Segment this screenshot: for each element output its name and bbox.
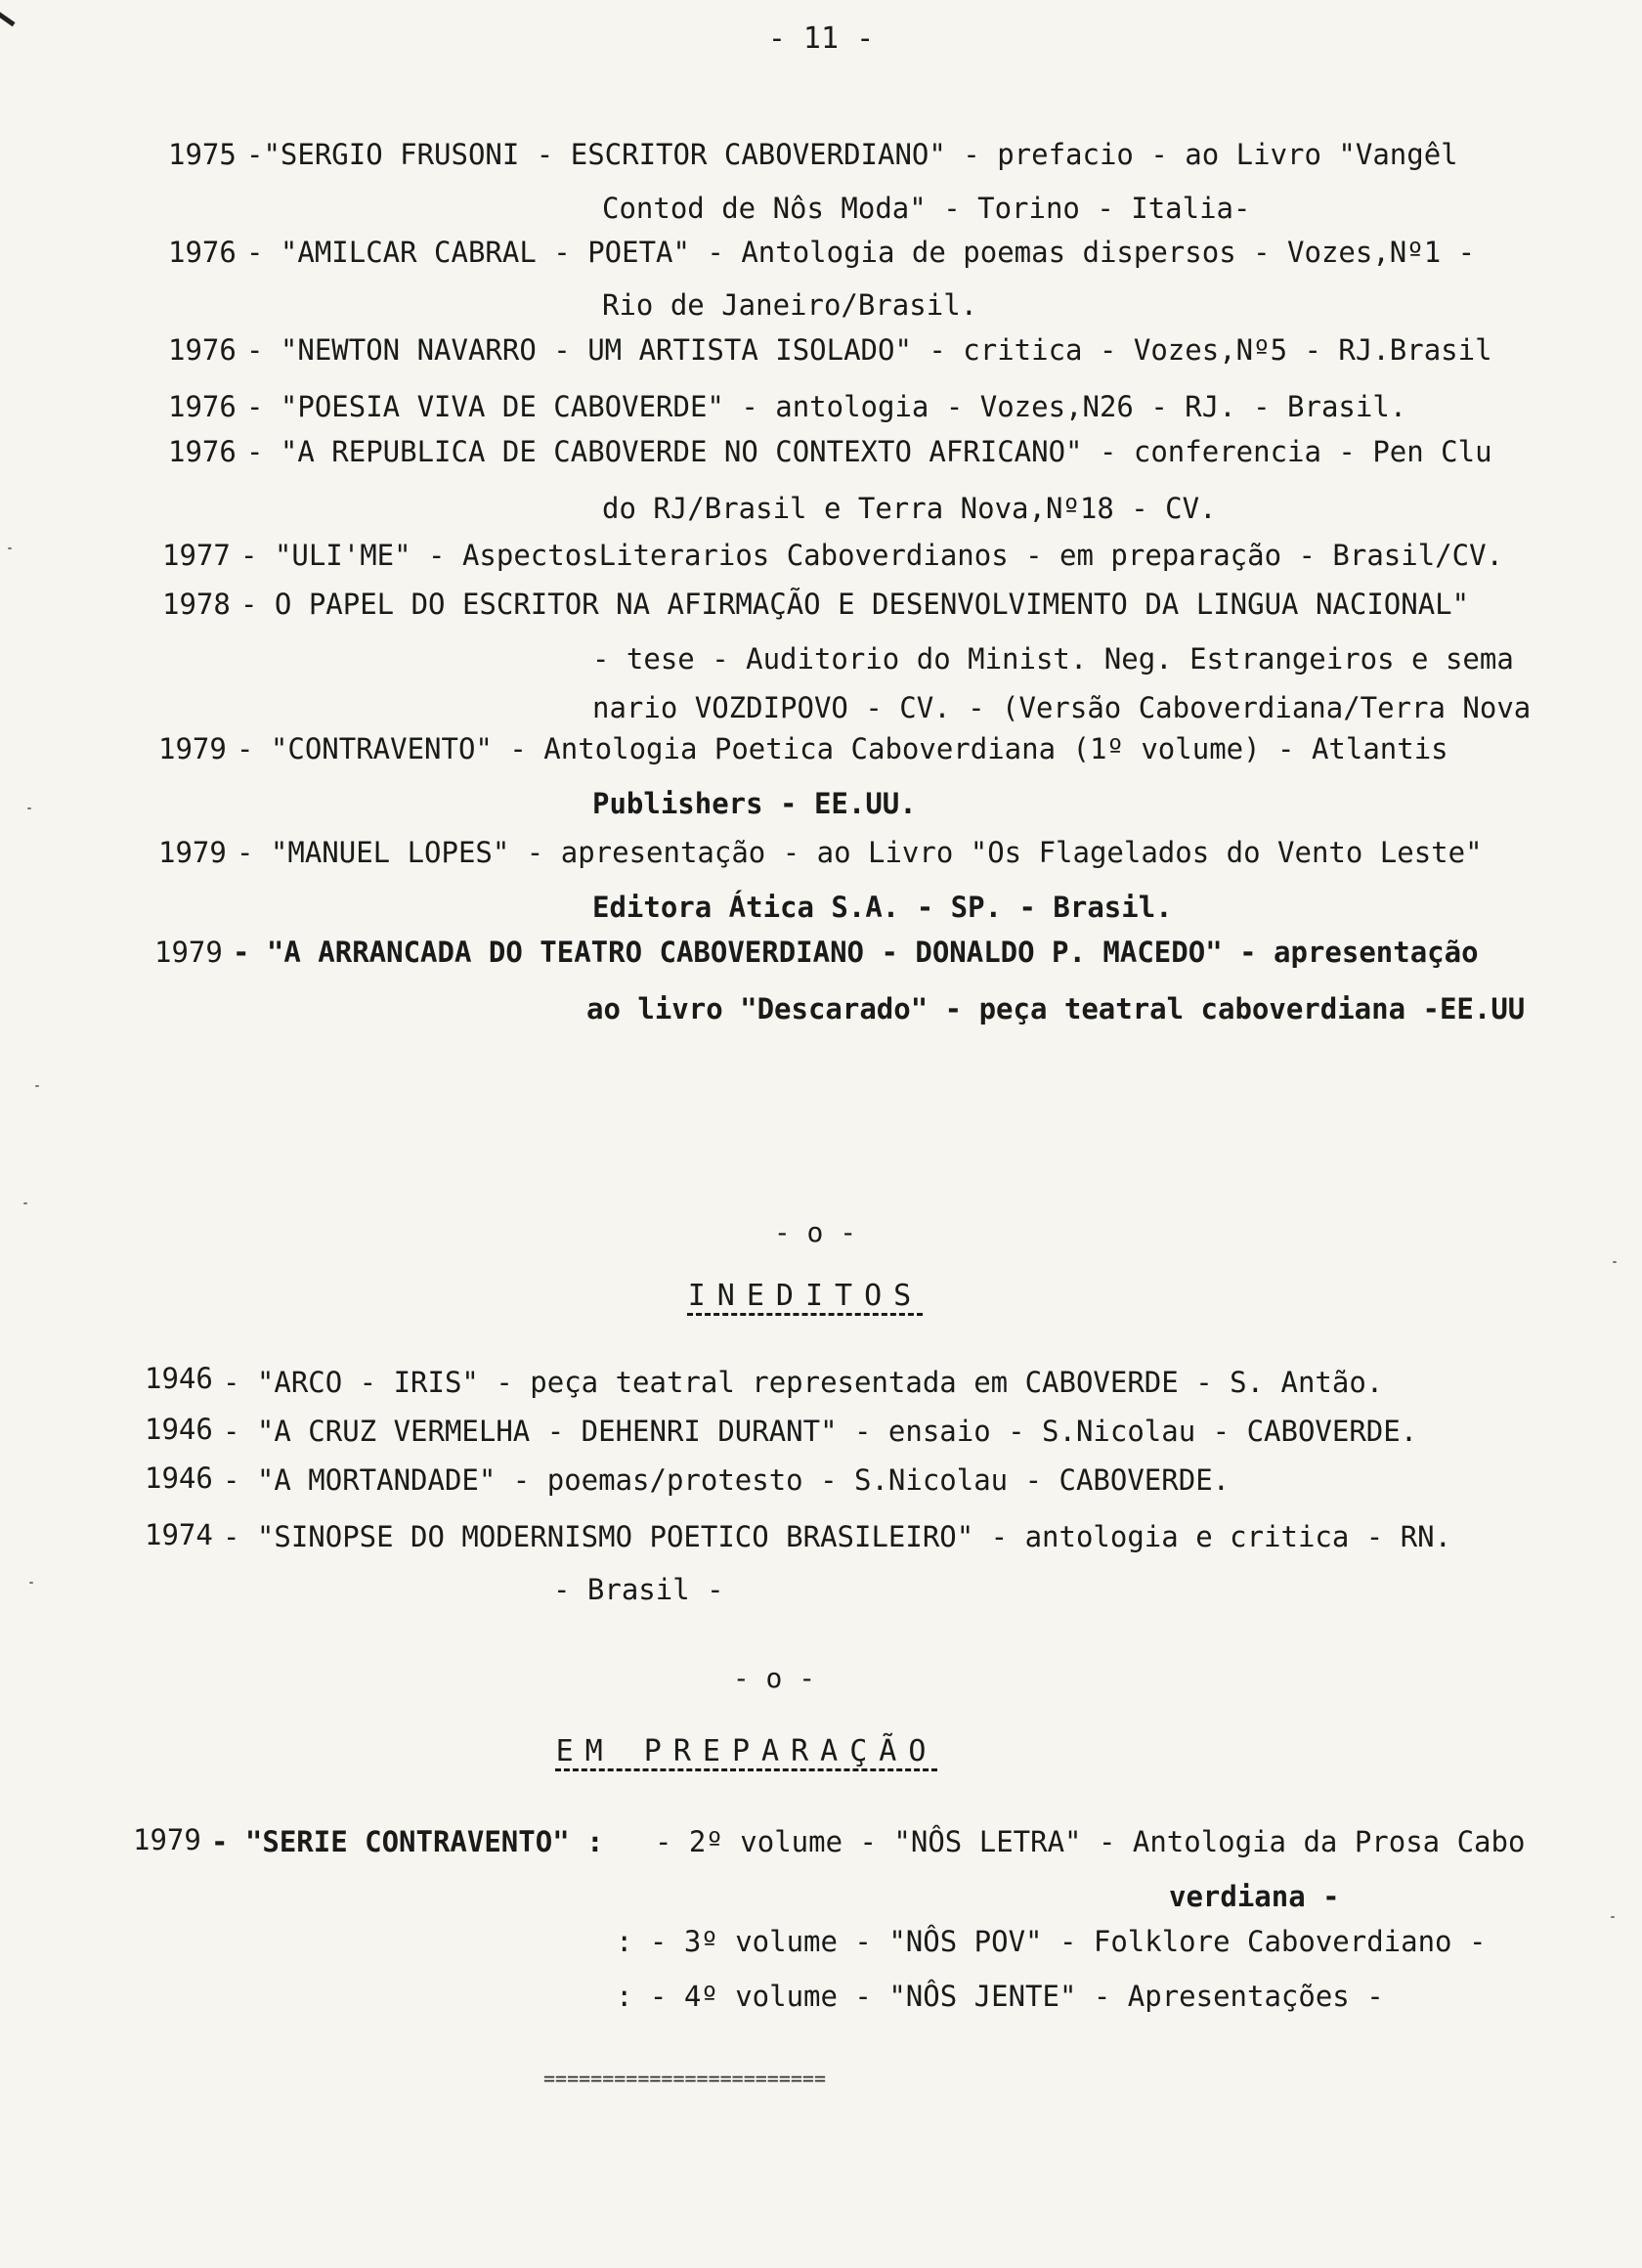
entry-text-continued: Publishers - EE.UU. <box>592 787 917 820</box>
entry-text-continued: - Brasil - <box>553 1573 724 1606</box>
volume-entry: - 2º volume - "NÔS LETRA" - Antologia da Prosa Cabo <box>655 1825 1526 1858</box>
entry-text: - "ULI'ME" - AspectosLiterarios Caboverdianos - em preparação - Brasil/CV. <box>240 539 1504 572</box>
entry-text: - "A ARRANCADA DO TEATRO CABOVERDIANO - DONALDO P. MACEDO" - apresentação <box>233 936 1479 969</box>
entry-text: - "A MORTANDADE" - poemas/protesto - S.Nicolau - CABOVERDE. <box>223 1463 1231 1497</box>
entry-year: 1976 <box>168 236 237 269</box>
scan-speck <box>1613 1261 1617 1263</box>
volume-entry-continued: verdiana - <box>1169 1880 1340 1913</box>
page-number: - 11 - <box>767 22 875 56</box>
entry-text: - "POESIA VIVA DE CABOVERDE" - antologia - Vozes,N26 - RJ. - Brasil. <box>246 390 1407 423</box>
entry-text: -"SERGIO FRUSONI - ESCRITOR CABOVERDIANO" - prefacio - ao Livro "Vangêl <box>246 138 1458 171</box>
series-title: - "SERIE CONTRAVENTO" : <box>211 1825 604 1858</box>
entry-year: 1975 <box>168 138 237 171</box>
entry-year: 1976 <box>168 390 237 423</box>
scan-speck <box>35 1085 39 1087</box>
entry-text: - "ARCO - IRIS" - peça teatral representada em CABOVERDE - S. Antão. <box>223 1366 1384 1399</box>
entry-text: - "SINOPSE DO MODERNISMO POETICO BRASILEIRO" - antologia e critica - RN. <box>223 1520 1452 1553</box>
entry-year: 1946 <box>145 1461 213 1495</box>
entry-text: - "AMILCAR CABRAL - POETA" - Antologia de poemas dispersos - Vozes,Nº1 - <box>246 236 1476 269</box>
section-heading-em-preparacao: EM PREPARAÇÃO <box>555 1734 938 1768</box>
entry-text: - "A REPUBLICA DE CABOVERDE NO CONTEXTO AFRICANO" - conferencia - Pen Clu <box>246 435 1492 468</box>
scan-speck <box>8 547 12 549</box>
entry-text: - "MANUEL LOPES" - apresentação - ao Livro "Os Flagelados do Vento Leste" <box>237 836 1483 869</box>
entry-text: - "CONTRAVENTO" - Antologia Poetica Caboverdiana (1º volume) - Atlantis <box>237 732 1448 765</box>
section-heading-ineditos: INEDITOS <box>687 1279 924 1313</box>
entry-year: 1977 <box>162 539 231 572</box>
entry-year: 1979 <box>154 936 223 969</box>
volume-entry: : - 3º volume - "NÔS POV" - Folklore Caboverdiano - <box>616 1925 1487 1958</box>
entry-text-continued: Editora Ática S.A. - SP. - Brasil. <box>592 891 1173 924</box>
section-separator: - o - <box>773 1216 857 1248</box>
entry-year: 1946 <box>145 1413 213 1446</box>
volume-entry: : - 4º volume - "NÔS JENTE" - Apresentações - <box>616 1980 1384 2013</box>
scan-speck <box>29 1582 33 1584</box>
entry-text: - O PAPEL DO ESCRITOR NA AFIRMAÇÃO E DESENVOLVIMENTO DA LINGUA NACIONAL" <box>240 588 1470 621</box>
scan-speck <box>1611 1916 1615 1918</box>
entry-text-continued: Contod de Nôs Moda" - Torino - Italia- <box>602 192 1251 225</box>
entry-text-continued: - tese - Auditorio do Minist. Neg. Estrangeiros e sema <box>592 642 1514 676</box>
entry-text: - "A CRUZ VERMELHA - DEHENRI DURANT" - ensaio - S.Nicolau - CABOVERDE. <box>223 1415 1418 1448</box>
entry-text-continued: nario VOZDIPOVO - CV. - (Versão Caboverdiana/Terra Nova <box>592 691 1532 724</box>
entry-year: 1976 <box>168 333 237 367</box>
entry-year: 1978 <box>162 588 231 621</box>
entry-year: 1946 <box>145 1362 213 1395</box>
entry-year: 1976 <box>168 435 237 468</box>
entry-year: 1979 <box>158 836 227 869</box>
entry-text: - "NEWTON NAVARRO - UM ARTISTA ISOLADO" - critica - Vozes,Nº5 - RJ.Brasil <box>246 333 1492 367</box>
entry-year: 1974 <box>145 1518 213 1551</box>
scan-speck <box>23 1202 27 1204</box>
entry-text-continued: do RJ/Brasil e Terra Nova,Nº18 - CV. <box>602 492 1217 525</box>
entry-year: 1979 <box>158 732 227 765</box>
closing-rule: ======================== <box>543 2067 826 2090</box>
scan-speck <box>27 807 31 809</box>
entry-text-continued: ao livro "Descarado" - peça teatral caboverdiana -EE.UU <box>586 992 1526 1025</box>
entry-year: 1979 <box>133 1823 201 1856</box>
entry-text-continued: Rio de Janeiro/Brasil. <box>602 288 978 322</box>
section-separator: - o - <box>732 1662 816 1694</box>
